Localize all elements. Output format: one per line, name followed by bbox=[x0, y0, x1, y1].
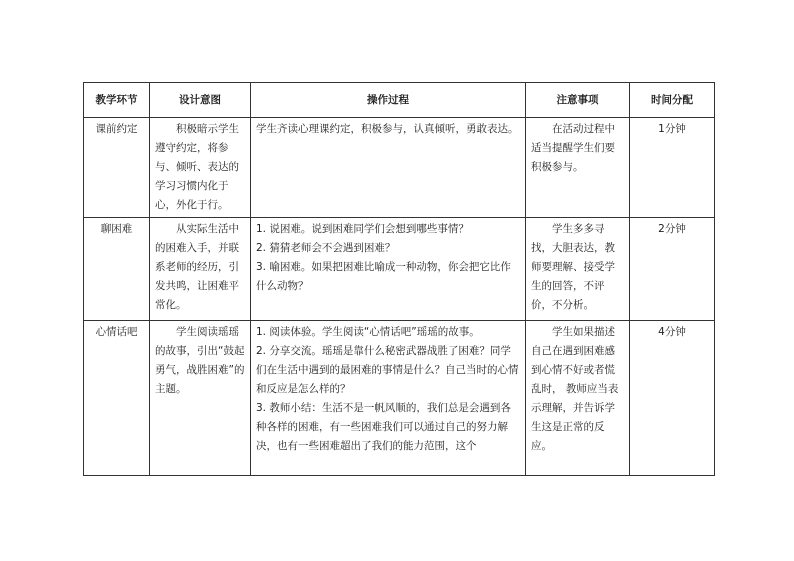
cell-time: 2分钟 bbox=[630, 218, 715, 321]
header-time: 时间分配 bbox=[630, 83, 715, 118]
process-line: 3. 教师小结：生活不是一帆风顺的，我们总是会遇到各种各样的困难，有一些困难我们可以通过自己的努力解决，也有一些困难超出了我们的能力范围，这个 bbox=[256, 402, 511, 452]
cell-notes bbox=[526, 218, 630, 321]
cell-process bbox=[251, 218, 526, 321]
table-row bbox=[84, 118, 715, 218]
cell-stage: 聊困难 bbox=[84, 218, 150, 321]
notes-text: 学生多多寻找，大胆表达，教师要理解、接受学生的回答，不评价，不分析。 bbox=[531, 223, 615, 311]
header-notes: 注意事项 bbox=[526, 83, 630, 118]
cell-intent bbox=[150, 321, 251, 476]
cell-time: 1分钟 bbox=[630, 118, 715, 218]
notes-text: 学生如果描述自己在遇到困难感到心情不好或者慌乱时， 教师应当表示理解，并告诉学生这是正常的反应。 bbox=[531, 326, 619, 452]
process-line: 2. 猜猜老师会不会遇到困难？ bbox=[256, 242, 396, 254]
cell-intent bbox=[150, 218, 251, 321]
cell-stage: 课前约定 bbox=[84, 118, 150, 218]
header-stage: 教学环节 bbox=[84, 83, 150, 118]
cell-process bbox=[251, 321, 526, 476]
header-intent: 设计意图 bbox=[150, 83, 251, 118]
table-row bbox=[84, 218, 715, 321]
lesson-plan-table bbox=[83, 82, 715, 476]
cell-stage: 心情话吧 bbox=[84, 321, 150, 476]
cell-time: 4分钟 bbox=[630, 321, 715, 476]
cell-process bbox=[251, 118, 526, 218]
table-header-row bbox=[84, 83, 715, 118]
process-line: 3. 喻困难。如果把困难比喻成一种动物，你会把它比作什么动物？ bbox=[256, 261, 511, 292]
intent-text: 从实际生活中的困难入手，并联系老师的经历，引发共鸣，让困难平常化。 bbox=[155, 223, 239, 311]
intent-text: 学生阅读瑶瑶的故事，引出“鼓起勇气，战胜困难”的主题。 bbox=[155, 326, 245, 395]
notes-text: 在活动过程中适当提醒学生们要积极参与。 bbox=[531, 123, 615, 173]
process-line: 学生齐读心理课约定，积极参与，认真倾听，勇敢表达。 bbox=[256, 123, 519, 135]
header-process: 操作过程 bbox=[251, 83, 526, 118]
cell-notes bbox=[526, 321, 630, 476]
intent-text: 积极暗示学生遵守约定，将参与、倾听、表达的学习习惯内化于心，外化于行。 bbox=[155, 123, 239, 211]
process-line: 2. 分享交流。瑶瑶是靠什么秘密武器战胜了困难？同学们在生活中遇到的最困难的事情是什么？自己当时的心情和反应是怎么样的？ bbox=[256, 345, 519, 395]
process-line: 1. 阅读体验。学生阅读“心情话吧”瑶瑶的故事。 bbox=[256, 326, 480, 338]
table-row bbox=[84, 321, 715, 476]
cell-notes bbox=[526, 118, 630, 218]
process-line: 1. 说困难。说到困难同学们会想到哪些事情？ bbox=[256, 223, 469, 235]
cell-intent bbox=[150, 118, 251, 218]
